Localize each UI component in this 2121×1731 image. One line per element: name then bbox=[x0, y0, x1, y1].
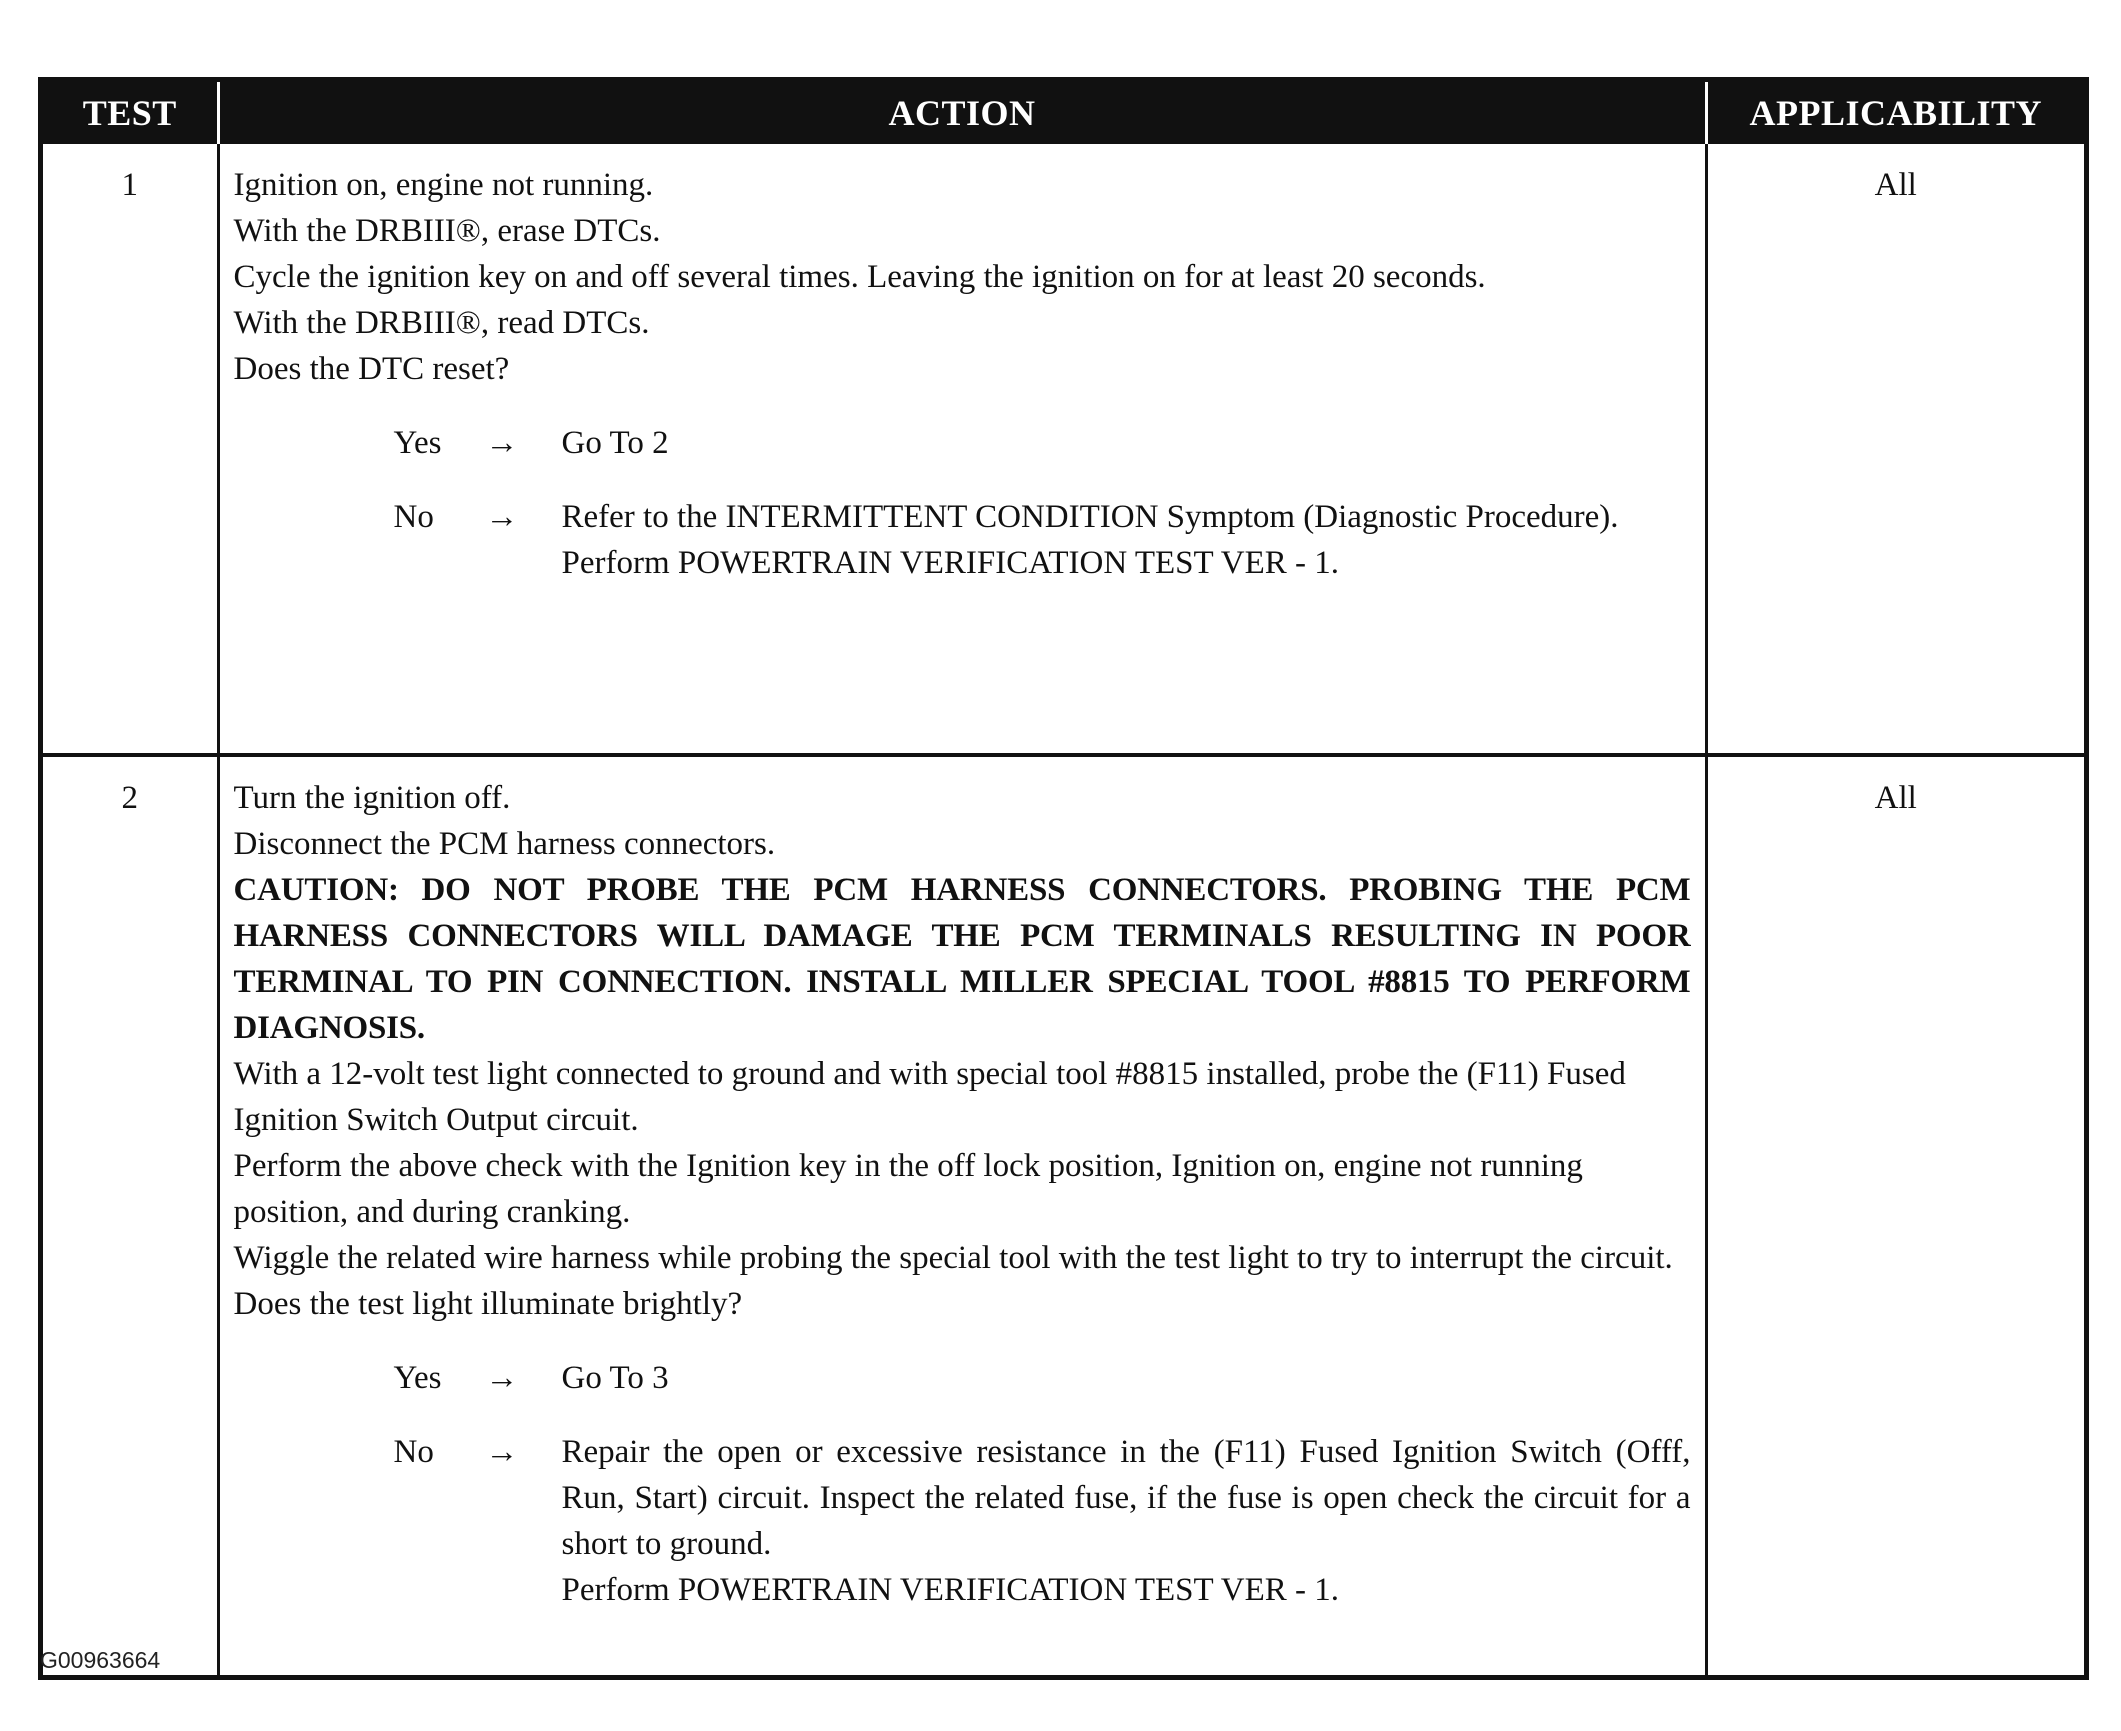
no-result-line: Perform POWERTRAIN VERIFICATION TEST VER - 1. bbox=[561, 545, 1339, 581]
no-result bbox=[562, 1429, 1691, 1613]
header-action: ACTION bbox=[218, 82, 1706, 144]
right-arrow-icon: → bbox=[485, 1360, 519, 1396]
test-row-1 bbox=[43, 144, 2084, 755]
right-arrow-icon: → bbox=[485, 1434, 519, 1470]
applicability-value: All bbox=[1706, 755, 2084, 1675]
diagnostic-test-table-frame bbox=[38, 77, 2089, 1680]
action-step: With a 12-volt test light connected to ground and with special tool #8815 installed, probe the (F11) Fused Ignition Switch Output circuit. bbox=[233, 1056, 1626, 1138]
test-row-2 bbox=[43, 755, 2084, 1675]
action-step: Does the test light illuminate brightly? bbox=[233, 1286, 743, 1322]
action-step: Perform the above check with the Ignition key in the off lock position, Ignition on, engine not running position, and during cranking. bbox=[233, 1148, 1583, 1230]
header-applicability: APPLICABILITY bbox=[1706, 82, 2084, 144]
action-step: Does the DTC reset? bbox=[233, 351, 510, 387]
action-step: Ignition on, engine not running. bbox=[233, 167, 654, 203]
header-row bbox=[43, 82, 2084, 144]
action-step: With the DRBIII®, read DTCs. bbox=[233, 305, 650, 341]
test-number: 1 bbox=[121, 167, 138, 203]
yes-result: Go To 2 bbox=[561, 425, 669, 461]
action-step: Cycle the ignition key on and off several times. Leaving the ignition on for at least 20 seconds. bbox=[233, 259, 1486, 295]
applicability-value: All bbox=[1706, 144, 2084, 755]
no-branch bbox=[234, 1429, 1691, 1613]
action-step: With the DRBIII®, erase DTCs. bbox=[233, 213, 661, 249]
no-result-line: Perform POWERTRAIN VERIFICATION TEST VER - 1. bbox=[561, 1572, 1339, 1608]
header-test: TEST bbox=[43, 82, 218, 144]
yes-label: Yes bbox=[393, 425, 442, 461]
right-arrow-icon: → bbox=[485, 499, 519, 535]
no-result-line: Repair the open or excessive resistance in the (F11) Fused Ignition Switch (Offf, Run, Start) circuit. Inspect the related fuse, if the fuse is open check the circuit for a short to ground. bbox=[561, 1434, 1691, 1562]
yes-label: Yes bbox=[393, 1360, 442, 1396]
yes-result: Go To 3 bbox=[561, 1360, 669, 1396]
no-result bbox=[562, 494, 1691, 586]
no-label: No bbox=[393, 1434, 434, 1470]
right-arrow-icon: → bbox=[485, 425, 519, 461]
action-step: Disconnect the PCM harness connectors. bbox=[233, 826, 776, 862]
no-branch bbox=[234, 494, 1691, 586]
action-cell bbox=[218, 755, 1706, 1675]
no-label: No bbox=[393, 499, 434, 535]
no-result-line: Refer to the INTERMITTENT CONDITION Symptom (Diagnostic Procedure). bbox=[561, 499, 1619, 535]
table-header bbox=[43, 82, 2084, 144]
yes-branch bbox=[234, 420, 1691, 466]
diagnostic-test-table bbox=[43, 82, 2084, 1675]
action-cell bbox=[218, 144, 1706, 755]
action-step: Wiggle the related wire harness while probing the special tool with the test light to try to interrupt the circuit. bbox=[233, 1240, 1673, 1276]
test-number: 2 bbox=[43, 755, 218, 1675]
caution-note: CAUTION: DO NOT PROBE THE PCM HARNESS CONNECTORS. PROBING THE PCM HARNESS CONNECTORS WILL DAMAGE THE PCM TERMINALS RESULTING IN POOR TERMINAL TO PIN CONNECTION. INSTALL MILLER SPECIAL TOOL #8815 TO PERFORM DIAGNOSIS. bbox=[233, 872, 1691, 1046]
action-step: Turn the ignition off. bbox=[233, 780, 511, 816]
yes-branch bbox=[234, 1355, 1691, 1401]
figure-id: G00963664 bbox=[40, 1647, 161, 1673]
